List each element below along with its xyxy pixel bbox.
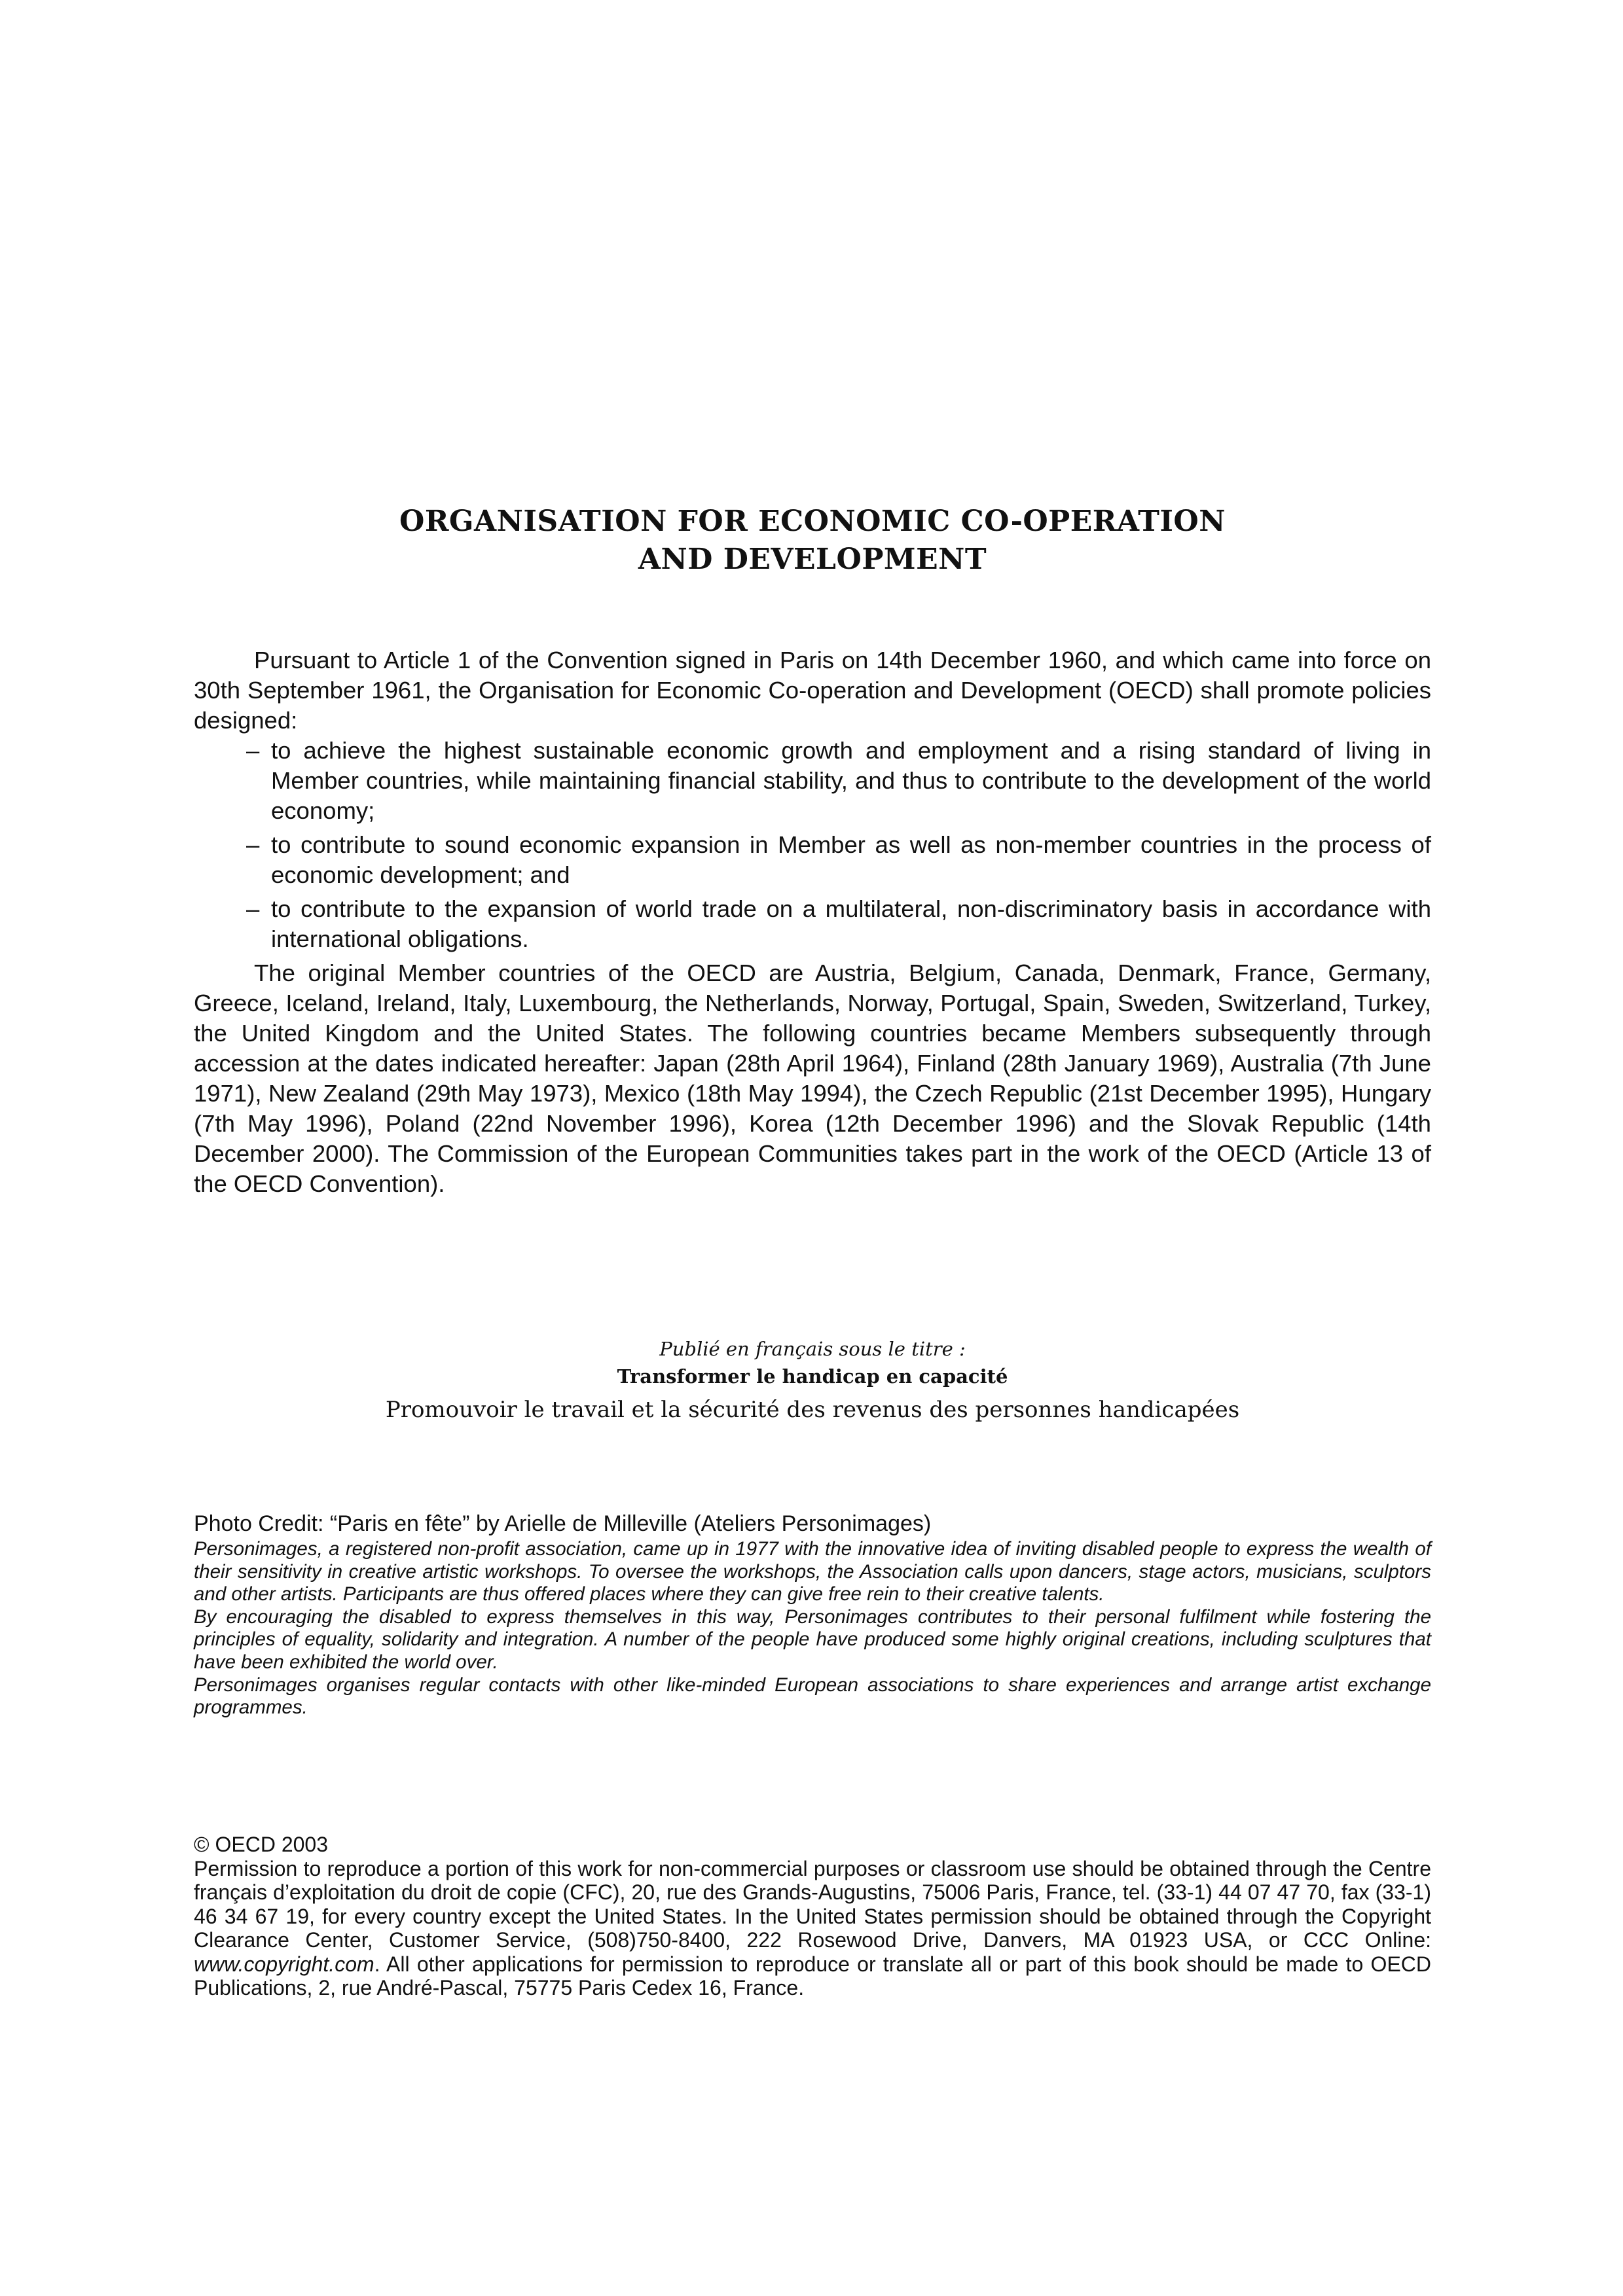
french-edition-block — [194, 1335, 1431, 1426]
intro-paragraph: Pursuant to Article 1 of the Convention signed in Paris on 14th December 1960, and which came into force on 30th September 1961, the Organisation for Economic Co-operation and Development (OECD) shall promote policies designed: — [194, 647, 1431, 734]
title-line-2: AND DEVELOPMENT — [638, 543, 987, 576]
permission-text — [194, 1857, 1431, 2000]
aim-text: to achieve the highest sustainable economic growth and employment and a rising standard of living in Member countries, while maintaining financial stability, and thus to contribute to the development of the world economy; — [271, 737, 1431, 824]
aim-item — [246, 830, 1431, 890]
page-title — [194, 503, 1431, 579]
permission-text-start: Permission to reproduce a portion of this work for non-commercial purposes or classroom use should be obtained through the Centre français d’exploitation du droit de copie (CFC), 20, rue des Grands-Augustins, 75006 Paris, France, tel. (33-1) 44 07 47 70, fax (33-1) 46 34 67 19, for every country except the United States. In the United States permission should be obtained through the Copyright Clearance Center, Customer Service, (508)750-8400, 222 Rosewood Drive, Danvers, MA 01923 USA, or CCC Online: — [194, 1856, 1431, 1952]
aim-text: to contribute to sound economic expansion in Member as well as non-member countries in the process of economic development; and — [271, 831, 1431, 888]
copyright-line: © OECD 2003 — [194, 1833, 328, 1856]
aim-text: to contribute to the expansion of world trade on a multilateral, non-discriminatory basis in accordance with international obligations. — [271, 895, 1431, 952]
dash-marker: – — [246, 895, 260, 922]
photo-paragraph: Personimages organises regular contacts with other like-minded European associations to share experiences and arrange artist exchange programmes. — [194, 1674, 1431, 1719]
french-edition-subtitle: Promouvoir le travail et la sécurité des revenus des personnes handicapées — [385, 1397, 1240, 1423]
dash-marker: – — [246, 737, 260, 764]
aim-item — [246, 736, 1431, 826]
convention-text — [194, 645, 1431, 1199]
french-edition-title: Transformer le handicap en capacité — [617, 1365, 1008, 1388]
photo-description — [194, 1538, 1431, 1719]
dash-marker: – — [246, 831, 260, 858]
ccc-online-link[interactable]: www.copyright.com — [194, 1952, 374, 1976]
photo-credit-block — [194, 1509, 1431, 1719]
photo-paragraph: Personimages, a registered non-profit association, came up in 1977 with the innovative idea of inviting disabled people to express the wealth of their sensitivity in creative artistic workshops. To oversee the workshops, the Association calls upon dancers, stage actors, musicians, sculptors and other artists. Participants are thus offered places where they can give free rein to their creative talents. — [194, 1538, 1431, 1605]
permission-text-end: . All other applications for permission to reproduce or translate all or part of this book should be made to OECD Publications, 2, rue André-Pascal, 75775 Paris Cedex 16, France. — [194, 1952, 1431, 2000]
members-paragraph: The original Member countries of the OECD are Austria, Belgium, Canada, Denmark, France, Germany, Greece, Iceland, Ireland, Italy, Luxembourg, the Netherlands, Norway, Portugal, Spain, Sweden, Switzerland, Turkey, the United Kingdom and the United States. The following countries became Members subsequently through accession at the dates indicated hereafter: Japan (28th April 1964), Finland (28th January 1969), Australia (7th June 1971), New Zealand (29th May 1973), Mexico (18th May 1994), the Czech Republic (21st December 1995), Hungary (7th May 1996), Poland (22nd November 1996), Korea (12th December 1996) and the Slovak Republic (14th December 2000). The Commission of the European Communities takes part in the work of the OECD (Article 13 of the OECD Convention). — [194, 960, 1431, 1197]
french-edition-label: Publié en français sous le titre : — [659, 1338, 966, 1360]
photo-paragraph: By encouraging the disabled to express themselves in this way, Personimages contributes to their personal fulfilment while fostering the principles of equality, solidarity and integration. A number of the people have produced some highly original creations, including sculptures that have been exhibited the world over. — [194, 1605, 1431, 1673]
copyright-block — [194, 1833, 1431, 2000]
title-line-1: ORGANISATION FOR ECONOMIC CO-OPERATION — [399, 505, 1226, 538]
aim-item — [246, 894, 1431, 954]
aims-list — [194, 736, 1431, 954]
photo-credit: Photo Credit: “Paris en fête” by Arielle de Milleville (Ateliers Personimages) — [194, 1511, 932, 1536]
